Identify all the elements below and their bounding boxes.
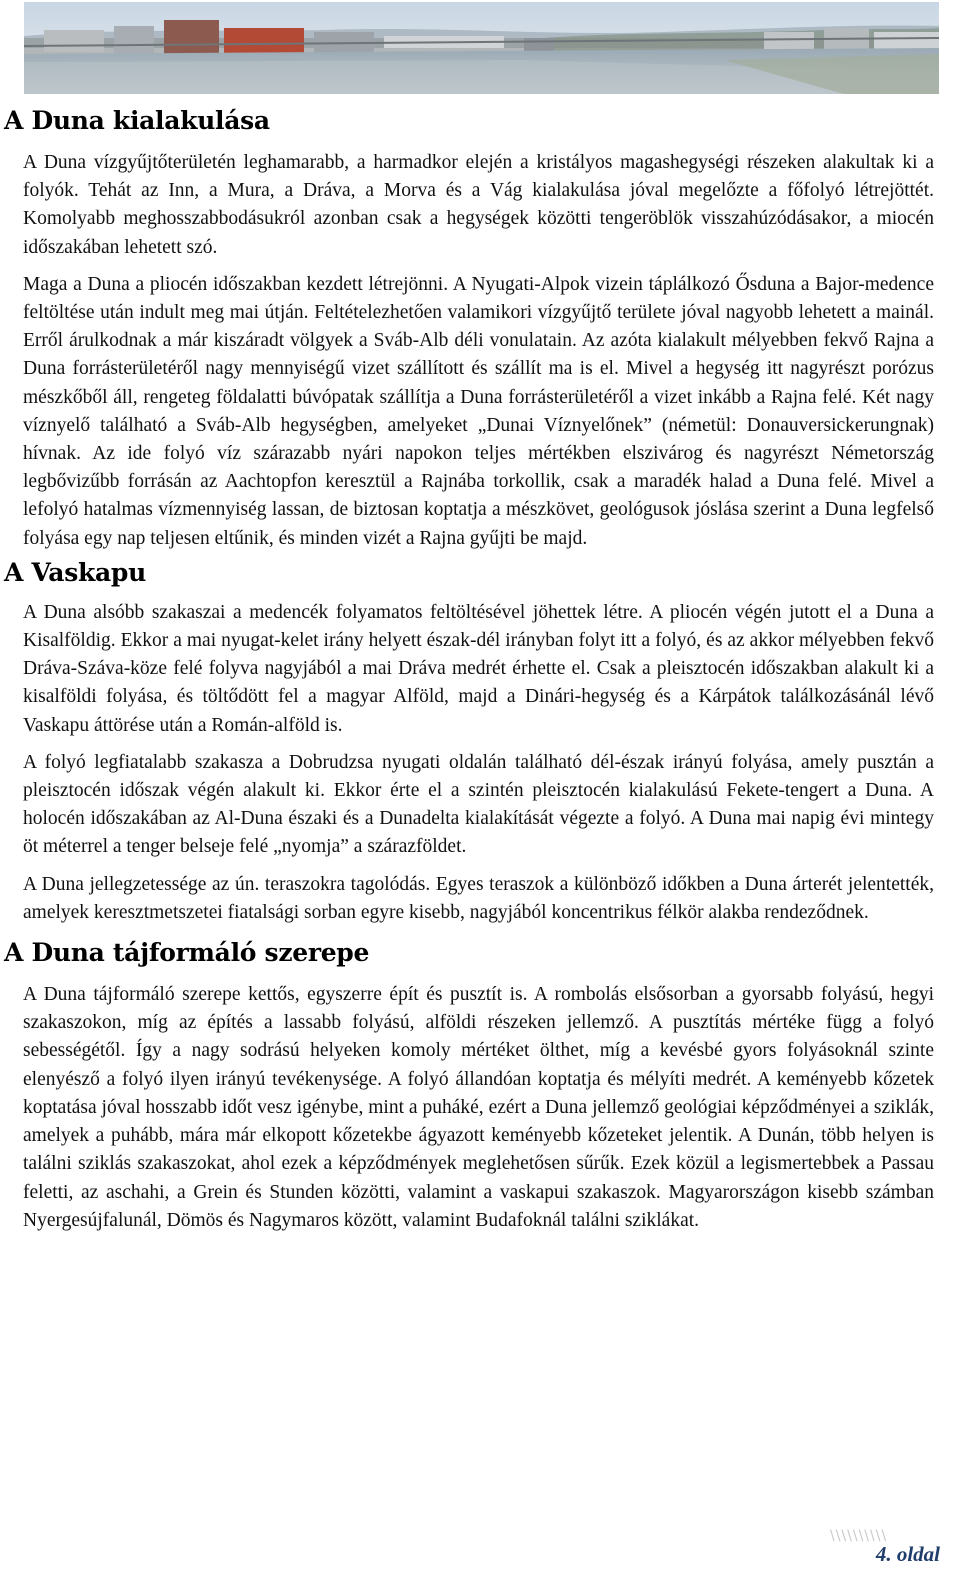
section-heading-tajformalo-szerepe: A Duna tájformáló szerepe — [4, 938, 370, 968]
section-heading-duna-kialakulasa: A Duna kialakulása — [4, 106, 270, 135]
paragraph: A Duna vízgyűjtőterületén leghamarabb, a harmadkor elején a kristályos magashegységi részeken alakultak ki a folyók. Tehát az Inn, a Mura, a Dráva, a Morva és a Vág kialakulása jóval megelőzte a főfolyó létrejöttét. Komolyabb meghosszabbodásukról azonban csak a hegységek közötti tengeröblök visszahúzódásakor, a miocén időszakában lehetett szó. — [23, 152, 934, 258]
decorative-arrows-icon: \\\\\\\\\\ — [830, 1528, 888, 1544]
paragraph: Maga a Duna a pliocén időszakban kezdett létrejönni. A Nyugati-Alpok vizein táplálkozó Ősduna a Bajor-medence feltöltése után indult meg mai útján. Feltételezhetően valamikori vízgyűjtő területe jóval nagyobb lehetett a mainál. Erről árulkodnak a már kiszáradt völgyek a Sváb-Alb déli vonulatain. Az azóta kialakult mélyebben fekvő Rajna a Duna forrásterületéről nagy mennyiségű vizet szállított és szállít ma is el. Mivel a hegység itt nagyrészt porózus mészkőből áll, rengeteg földalatti búvópatak szállítja a Duna forrásterületéről a vizet inkább a Rajna felé. Két nagy víznyelő található a Sváb-Alb hegységben, amelyeket „Dunai Víznyelőnek” (németül: Donauversickerungnak) hívnak. Az ide folyó víz szárazabb nyári napokon teljes mértékben elszivárog és nagyrészt Németország legbővizűbb forrásán az Aachtopfon keresztül a Rajnába torkollik, csak a maradék halad a Duna felé. Mivel a lefolyó hatalmas vízmennyiség lassan, de biztosan koptatja a mészkövet, geológusok jóslása szerint a Duna legfelső folyása egy nap teljesen eltűnik, és minden vizét a Rajna gyűjti be majd. — [23, 273, 934, 549]
page-footer — [830, 1528, 940, 1568]
paragraph: A folyó legfiatalabb szakasza a Dobrudzsa nyugati oldalán található dél-észak irányú folyása, amely pusztán a pleisztocén időszak végén alakult ki. Ekkor érte el a szintén pleisztocén kialakulású Fekete-tengert a Duna. A holocén időszakában az Al-Duna északi és a Dunadelta kialakítását végezte a folyó. A Duna mai napig évi mintegy öt méterrel a tenger belseje felé „nyomja” a szárazföldet. — [23, 751, 934, 858]
page-number: 4. oldal — [875, 1542, 940, 1566]
paragraph: A Duna tájformáló szerepe kettős, egyszerre épít és pusztít is. A rombolás elsősorban a gyorsabb folyású, hegyi szakaszokon, míg az építés a lassabb folyású, alföldi részeken jellemző. A pusztítás mértéke függ a folyó sebességétől. Így a nagy sodrású helyeken komoly mértéket ölthet, míg a kevésbé gyors folyásoknál szinte elenyésző a folyó ilyen irányú tevékenysége. A folyó állandóan koptatja és mélyíti medrét. A keményebb kőzetek koptatása jóval hosszabb időt vesz igénybe, mint a puháké, ezért a Duna jellemző geológiai képződményei a sziklák, amelyek a puhább, mára már elkopott kőzetekbe ágyazott keményebb kőzeteket jelentik. A Dunán, több helyen is találni sziklás szakaszokat, ahol ezek a képződmények meglehetősen sűrűk. Ezek közül a legismertebbek a Passau feletti, az aschahi, a Grein és Stunden közötti, valamint a vaskapui szakaszok. Magyarországon kisebb számban Nyergesújfalunál, Dömös és Nagymaros között, valamint Budafoknál találni sziklákat. — [23, 984, 934, 1231]
section-heading-vaskapu: A Vaskapu — [4, 557, 146, 587]
paragraph: A Duna jellegzetessége az ún. teraszokra tagolódás. Egyes teraszok a különböző időkben a Duna árterét jelentették, amelyek keresztmetszetei fiatalsági sorban egyre kisebb, nagyjából koncentrikus félkör alakba rendeződnek. — [23, 873, 934, 923]
paragraph: A Duna alsóbb szakaszai a medencék folyamatos feltöltésével jöhettek létre. A pliocén végén jutott el a Duna a Kisalföldig. Ekkor a mai nyugat-kelet irány helyett észak-dél irányban folyt itt a folyó, és az akkor mélyebben fekvő Dráva-Száva-köze felé folyva nagyjából a mai Dráva medrét érhette el. Csak a pleisztocén időszakban alakult ki a kisalföldi folyása, és töltődött fel a magyar Alföld, majd a Dinári-hegység és a Kárpátok találkozásánál lévő Vaskapu áttörése után a Román-alföld is. — [23, 601, 934, 736]
banner-photo — [24, 2, 939, 94]
river-city-panorama-image — [24, 2, 939, 94]
document-body — [4, 104, 934, 1244]
